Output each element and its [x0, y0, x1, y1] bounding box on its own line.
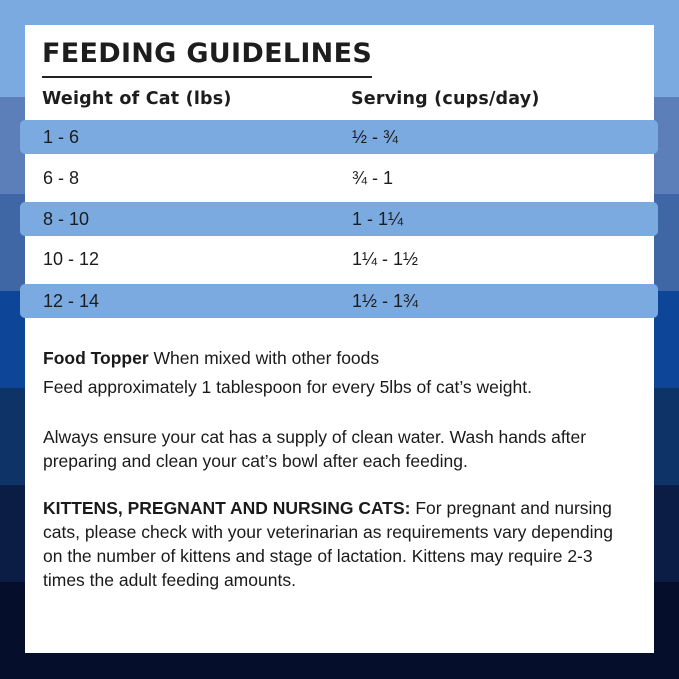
serving-cell: 1 - 1¼	[352, 208, 404, 229]
kittens-note	[43, 496, 633, 592]
serving-cell: ½ - ¾	[352, 126, 399, 147]
weight-cell: 8 - 10	[43, 208, 90, 229]
food-topper-label: Food Topper	[43, 348, 149, 368]
table-row	[20, 284, 658, 318]
weight-cell: 1 - 6	[43, 126, 80, 147]
kittens-note-text: For pregnant and nursing cats, please check with your veterinarian as requirements vary depending on the number of kittens and stage of lactation. Kittens may require 2-3 times the adult feeding amounts.	[43, 498, 614, 590]
serving-cell: 1¼ - 1½	[352, 248, 419, 269]
table-row	[20, 242, 658, 276]
column-header-weight: Weight of Cat (lbs)	[42, 89, 232, 109]
table-row	[20, 202, 658, 236]
weight-cell: 10 - 12	[43, 248, 100, 269]
column-header-serving: Serving (cups/day)	[351, 89, 540, 109]
page-title: FEEDING GUIDELINES	[42, 38, 372, 78]
weight-cell: 12 - 14	[43, 290, 100, 311]
weight-cell: 6 - 8	[43, 167, 80, 188]
kittens-note-label: KITTENS, PREGNANT AND NURSING CATS:	[43, 498, 411, 518]
food-topper-instruction: Feed approximately 1 tablespoon for every 5lbs of cat’s weight.	[43, 377, 532, 397]
table-row	[20, 120, 658, 154]
serving-cell: 1½ - 1¾	[352, 290, 419, 311]
serving-cell: ¾ - 1	[352, 167, 394, 188]
food-topper-qualifier: When mixed with other foods	[148, 348, 380, 368]
food-topper-heading	[43, 346, 643, 370]
water-note: Always ensure your cat has a supply of clean water. Wash hands after preparing and clean your cat’s bowl after each feeding.	[43, 427, 587, 471]
table-row	[20, 161, 658, 195]
